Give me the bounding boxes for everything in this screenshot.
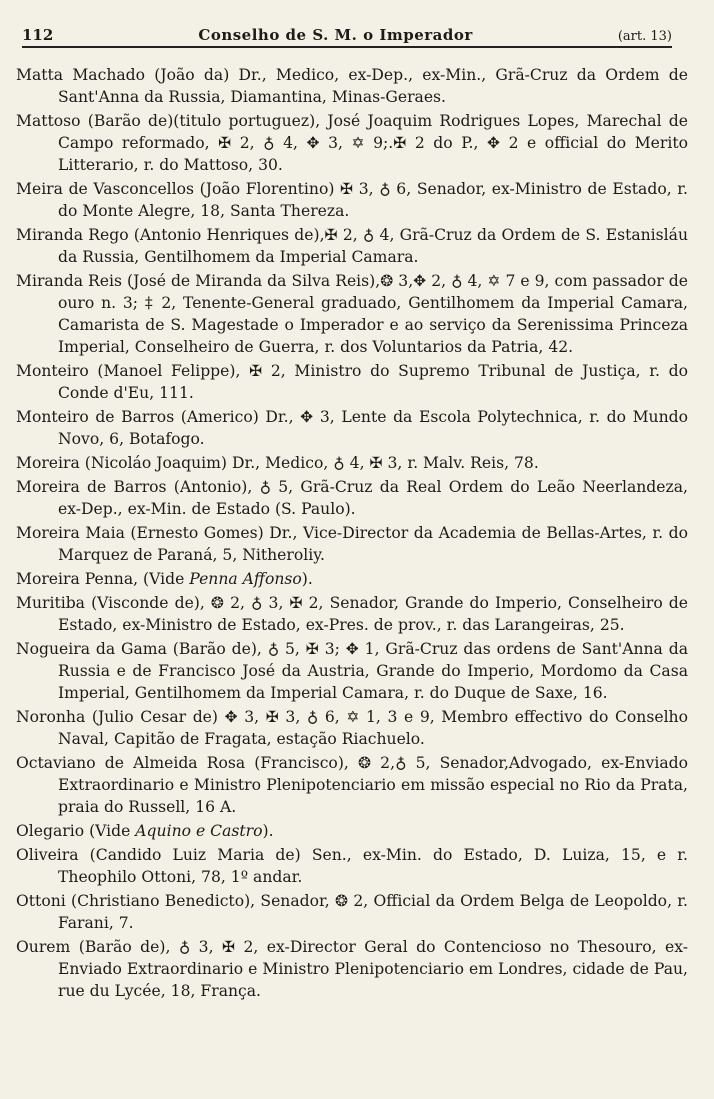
entry: Matta Machado (João da) Dr., Medico, ex-Dep., ex-Min., Grã-Cruz da Ordem de Sant'Anna da Russia, Diamantina, Minas-Geraes.	[16, 66, 688, 106]
running-title: Conselho de S. M. o Imperador	[198, 26, 473, 44]
entry-text: ).	[262, 822, 274, 840]
cross-reference: Penna Affonso	[189, 570, 302, 588]
entry: Meira de Vasconcellos (João Florentino) ✠ 3, ♁ 6, Senador, ex-Ministro de Estado, r. do Monte Alegre, 18, Santa Thereza.	[16, 180, 688, 220]
entry: Oliveira (Candido Luiz Maria de) Sen., ex-Min. do Estado, D. Luiza, 15, e r. Theophilo Ottoni, 78, 1º andar.	[16, 846, 688, 886]
entry: Noronha (Julio Cesar de) ✥ 3, ✠ 3, ♁ 6, ✡ 1, 3 e 9, Membro effectivo do Conselho Naval, Capitão de Fragata, estação Riachuelo.	[16, 708, 688, 748]
entry: Ottoni (Christiano Benedicto), Senador, ❂ 2, Official da Ordem Belga de Leopoldo, r. Farani, 7.	[16, 892, 688, 932]
page-header	[22, 22, 672, 48]
entry-list	[16, 64, 688, 1004]
entry: Monteiro de Barros (Americo) Dr., ✥ 3, Lente da Escola Polytechnica, r. do Mundo Novo, 6, Botafogo.	[16, 408, 688, 448]
entry: Ourem (Barão de), ♁ 3, ✠ 2, ex-Director Geral do Contencioso no Thesouro, ex-Enviado Extraordinario e Ministro Plenipotenciario em Londres, cidade de Pau, rue du Lycée, 18, França.	[16, 938, 688, 1000]
entry: Moreira de Barros (Antonio), ♁ 5, Grã-Cruz da Real Ordem do Leão Neerlandeza, ex-Dep., ex-Min. de Estado (S. Paulo).	[16, 478, 688, 518]
entry: Moreira (Nicoláo Joaquim) Dr., Medico, ♁ 4, ✠ 3, r. Malv. Reis, 78.	[16, 454, 539, 472]
cross-reference: Aquino e Castro	[135, 822, 263, 840]
entry	[16, 568, 688, 590]
entry: Miranda Reis (José de Miranda da Silva Reis),❂ 3,✥ 2, ♁ 4, ✡ 7 e 9, com passador de ouro n. 3; ‡ 2, Tenente-General graduado, Gentilhomem da Imperial Camara, Camarista de S. Magestade o Imperador e ao serviço da Serenissima Princeza Imperial, Conselheiro de Guerra, r. dos Voluntarios da Patria, 42.	[16, 272, 688, 356]
entry	[16, 820, 688, 842]
entry: Octaviano de Almeida Rosa (Francisco), ❂ 2,♁ 5, Senador,Advogado, ex-Enviado Extraordinario e Ministro Plenipotenciario em missão especial no Rio da Prata, praia do Russell, 16 A.	[16, 754, 688, 816]
entry: Monteiro (Manoel Felippe), ✠ 2, Ministro do Supremo Tribunal de Justiça, r. do Conde d'Eu, 111.	[16, 362, 688, 402]
entry-text: Moreira Penna, (Vide	[16, 570, 190, 588]
article-reference: (art. 13)	[617, 29, 672, 44]
entry-text: ).	[301, 570, 313, 588]
page-number: 112	[22, 26, 54, 44]
entry: Miranda Rego (Antonio Henriques de),✠ 2, ♁ 4, Grã-Cruz da Ordem de S. Estanisláu da Russia, Gentilhomem da Imperial Camara.	[16, 226, 688, 266]
entry-text: Olegario (Vide	[16, 822, 136, 840]
entry: Mattoso (Barão de)(titulo portuguez), José Joaquim Rodrigues Lopes, Marechal de Campo reformado, ✠ 2, ♁ 4, ✥ 3, ✡ 9;.✠ 2 do P., ✥ 2 e official do Merito Litterario, r. do Mattoso, 30.	[16, 112, 688, 174]
entry: Nogueira da Gama (Barão de), ♁ 5, ✠ 3; ✥ 1, Grã-Cruz das ordens de Sant'Anna da Russia e de Francisco José da Austria, Grande do Imperio, Mordomo da Casa Imperial, Gentilhomem da Imperial Camara, r. do Duque de Saxe, 16.	[16, 640, 688, 702]
entry: Muritiba (Visconde de), ❂ 2, ♁ 3, ✠ 2, Senador, Grande do Imperio, Conselheiro de Estado, ex-Ministro de Estado, ex-Pres. de prov., r. das Larangeiras, 25.	[16, 594, 688, 634]
entry: Moreira Maia (Ernesto Gomes) Dr., Vice-Director da Academia de Bellas-Artes, r. do Marquez de Paraná, 5, Nitheroliy.	[16, 524, 688, 564]
